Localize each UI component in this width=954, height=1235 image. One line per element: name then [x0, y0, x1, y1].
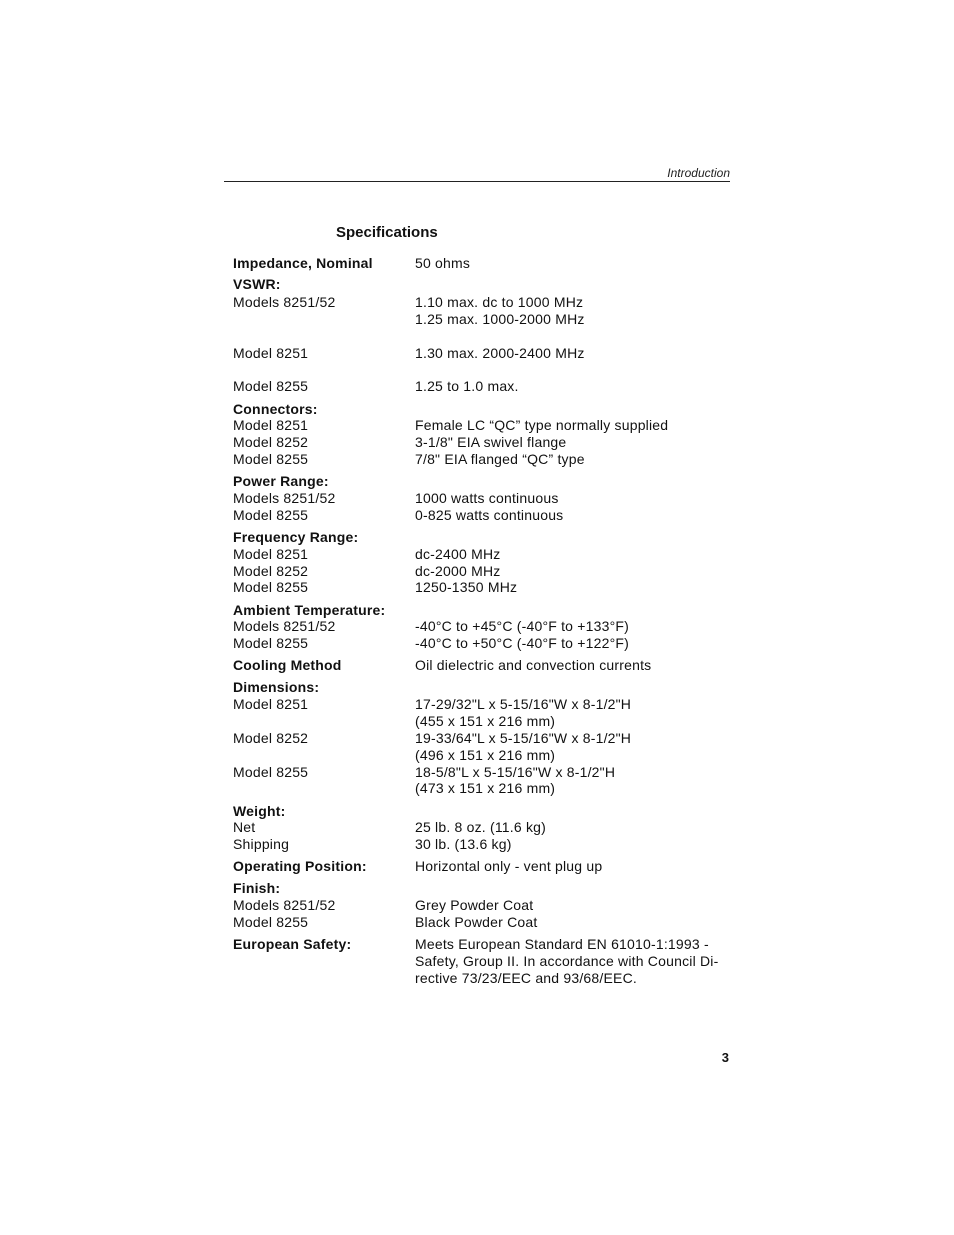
spec-value: dc-2400 MHz: [415, 546, 501, 562]
spec-value: Grey Powder Coat: [415, 897, 534, 913]
spec-value: 1.10 max. dc to 1000 MHz: [415, 294, 584, 310]
spec-label: Model 8251: [233, 546, 309, 562]
spec-label: Model 8252: [233, 563, 309, 579]
spec-value: Meets European Standard EN 61010-1:1993 -: [415, 936, 709, 952]
spec-heading-frequency-range: Frequency Range:: [233, 529, 359, 545]
spec-heading-weight: Weight:: [233, 803, 286, 819]
spec-label: Model 8255: [233, 914, 309, 930]
spec-value: 1.25 max. 1000-2000 MHz: [415, 311, 585, 327]
spec-value: 1.25 to 1.0 max.: [415, 378, 519, 394]
spec-label: Model 8255: [233, 451, 309, 467]
spec-value: 30 lb. (13.6 kg): [415, 836, 512, 852]
spec-heading-finish: Finish:: [233, 880, 281, 896]
spec-heading-vswr: VSWR:: [233, 276, 281, 292]
spec-value: -40°C to +45°C (-40°F to +133°F): [415, 618, 629, 634]
spec-value: -40°C to +50°C (-40°F to +122°F): [415, 635, 629, 651]
spec-label: Model 8251: [233, 345, 309, 361]
spec-heading-ambient-temperature: Ambient Temperature:: [233, 602, 386, 618]
spec-value: Black Powder Coat: [415, 914, 538, 930]
spec-value: (455 x 151 x 216 mm): [415, 713, 556, 729]
page-number: 3: [721, 1050, 729, 1065]
spec-label: Model 8255: [233, 635, 309, 651]
spec-label: Model 8255: [233, 378, 309, 394]
spec-label: Model 8251: [233, 696, 309, 712]
spec-label: Models 8251/52: [233, 294, 336, 310]
spec-value: 17-29/32"L x 5-15/16"W x 8-1/2"H: [415, 696, 632, 712]
spec-value-operating-position: Horizontal only - vent plug up: [415, 858, 603, 874]
spec-value-impedance: 50 ohms: [415, 255, 471, 271]
spec-label: Model 8255: [233, 507, 309, 523]
spec-value: rective 73/23/EEC and 93/68/EEC.: [415, 970, 637, 986]
spec-value: Safety, Group II. In accordance with Council Di-: [415, 953, 719, 969]
spec-heading-connectors: Connectors:: [233, 401, 318, 417]
spec-value: 19-33/64"L x 5-15/16"W x 8-1/2"H: [415, 730, 632, 746]
spec-label-operating-position: Operating Position:: [233, 858, 367, 874]
header-section-label: Introduction: [667, 166, 730, 180]
spec-label: Models 8251/52: [233, 490, 336, 506]
spec-label: Model 8255: [233, 579, 309, 595]
spec-label-cooling-method: Cooling Method: [233, 657, 342, 673]
spec-label: Model 8252: [233, 730, 309, 746]
header-rule: [224, 181, 730, 182]
spec-value: 3-1/8" EIA swivel flange: [415, 434, 567, 450]
spec-value: (496 x 151 x 216 mm): [415, 747, 556, 763]
spec-label: Shipping: [233, 836, 290, 852]
spec-value: Female LC “QC” type normally supplied: [415, 417, 669, 433]
spec-label: Model 8252: [233, 434, 309, 450]
spec-value: dc-2000 MHz: [415, 563, 501, 579]
spec-label-impedance: Impedance, Nominal: [233, 255, 373, 271]
spec-value: 0-825 watts continuous: [415, 507, 564, 523]
spec-value: 1.30 max. 2000-2400 MHz: [415, 345, 585, 361]
spec-label: Models 8251/52: [233, 618, 336, 634]
spec-label: Models 8251/52: [233, 897, 336, 913]
spec-value: 1250-1350 MHz: [415, 579, 518, 595]
spec-value: 7/8" EIA flanged “QC” type: [415, 451, 585, 467]
spec-value: 25 lb. 8 oz. (11.6 kg): [415, 819, 546, 835]
page-title: Specifications: [336, 224, 438, 241]
spec-value: (473 x 151 x 216 mm): [415, 780, 556, 796]
spec-heading-power-range: Power Range:: [233, 473, 329, 489]
spec-label: Model 8255: [233, 764, 309, 780]
spec-value: 18-5/8"L x 5-15/16"W x 8-1/2"H: [415, 764, 616, 780]
spec-label: Model 8251: [233, 417, 309, 433]
spec-value: 1000 watts continuous: [415, 490, 559, 506]
spec-heading-dimensions: Dimensions:: [233, 679, 320, 695]
spec-value-cooling-method: Oil dielectric and convection currents: [415, 657, 652, 673]
spec-label: Net: [233, 819, 256, 835]
spec-label-european-safety: European Safety:: [233, 936, 352, 952]
